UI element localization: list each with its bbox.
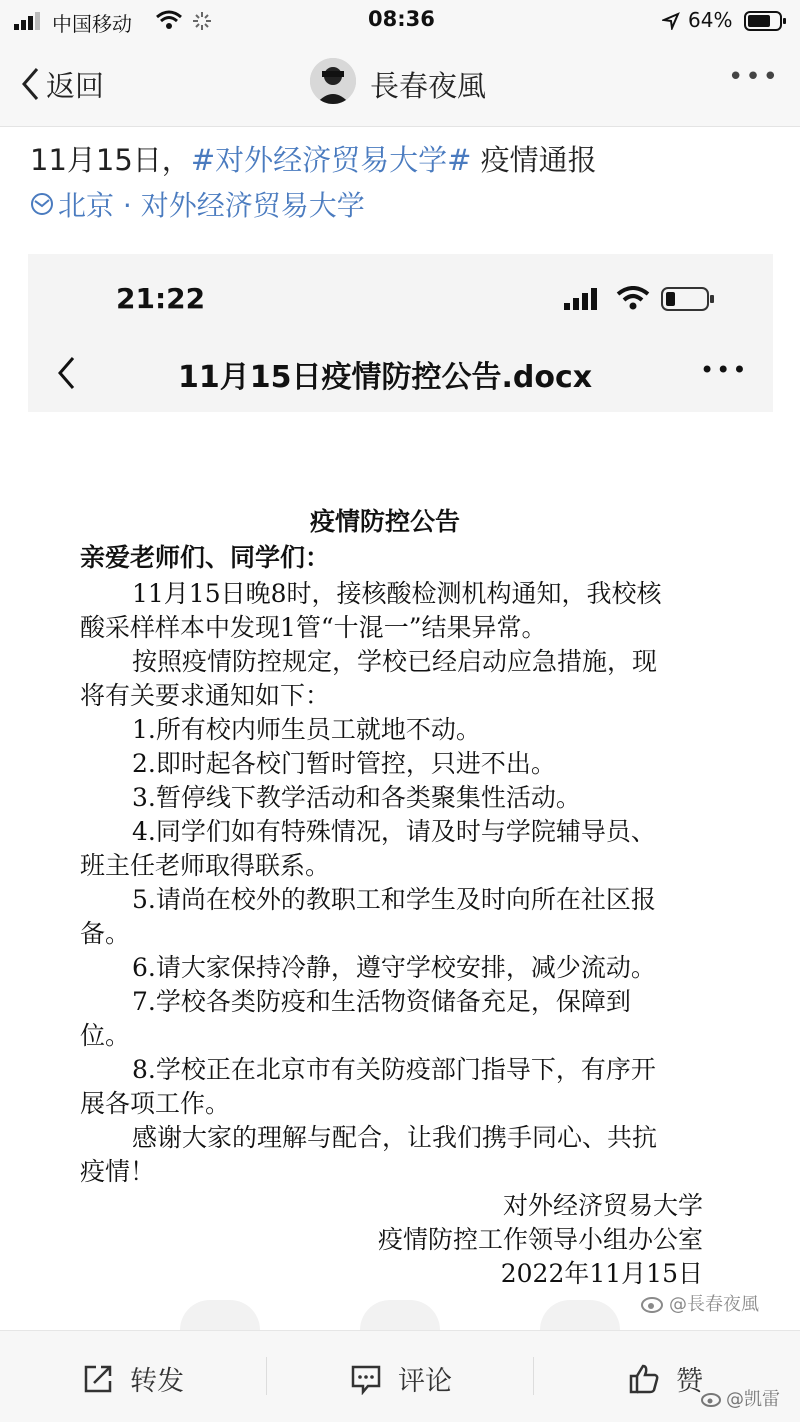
repost-label: 转发 [130,1366,184,1397]
doc-salutation: 亲爱老师们、同学们： [80,543,331,572]
signal-icon [14,12,44,30]
doc-line: 4.同学们如有特殊情况，请及时与学院辅导员、 [132,817,656,846]
doc-line: 按照疫情防控规定，学校已经启动应急措施，现 [132,647,658,676]
doc-line: 3.暂停线下教学活动和各类聚集性活动。 [132,783,581,812]
back-button[interactable] [20,64,104,104]
doc-line: 1.所有校内师生员工就地不动。 [132,715,481,744]
doc-line: 班主任老师取得联系。 [80,851,331,880]
status-time: 08:36 [368,7,435,31]
embedded-file-title: 11月15日疫情防控公告.docx [178,360,593,395]
corner-watermark [700,1385,780,1411]
embedded-header [28,254,773,412]
doc-line: 展各项工作。 [80,1089,231,1118]
location-link[interactable] [30,184,365,224]
post-date: 11月15日， [30,143,191,177]
doc-line: 感谢大家的理解与配合，让我们携手同心、共抗 [132,1123,658,1152]
doc-line: 备。 [80,919,131,948]
embedded-battery-icon [660,286,716,312]
divider [533,1357,534,1395]
repost-icon [82,1363,114,1395]
doc-line: 7.学校各类防疫和生活物资储备充足，保障到 [132,987,631,1016]
back-label: 返回 [46,68,105,103]
embedded-back-icon [56,356,76,390]
carrier-label: 中国移动 [52,12,132,36]
like-label: 赞 [676,1366,703,1397]
doc-signature-office: 疫情防控工作领导小组办公室 [377,1225,703,1254]
corner-watermark-text: @凯雷 [726,1389,780,1410]
doc-line: 将有关要求通知如下： [80,681,331,710]
doc-line: 11月15日晚8时，接核酸检测机构通知，我校核 [132,579,662,608]
embedded-image[interactable] [28,254,773,1320]
post-topic: 疫情通报 [471,143,597,177]
repost-button[interactable] [82,1359,184,1398]
chevron-left-icon [20,67,40,101]
nav-title: 長春夜風 [370,69,487,103]
avatar[interactable] [310,58,356,104]
doc-line: 5.请尚在校外的教职工和学生及时向所在社区报 [132,885,656,914]
battery-icon [744,10,788,32]
embedded-signal-icon [564,288,598,310]
watermark-text: @長春夜風 [669,1294,759,1315]
user-avatar-icon [310,58,356,104]
battery-percent: 64% [688,8,733,32]
post-text [30,138,597,179]
status-bar [0,0,800,44]
divider [266,1357,267,1395]
doc-line: 6.请大家保持冷静，遵守学校安排，减少流动。 [132,953,656,982]
comment-button[interactable] [350,1359,452,1398]
doc-line: 8.学校正在北京市有关防疫部门指导下，有序开 [132,1055,656,1084]
location-label: 北京 · 对外经济贸易大学 [58,189,365,222]
location-pin-icon [30,192,54,216]
loading-spinner-icon [192,11,212,31]
doc-line: 2.即时起各校门暂时管控，只进不出。 [132,749,556,778]
doc-line: 疫情！ [80,1157,156,1186]
weibo-logo-icon [700,1389,724,1407]
wifi-icon [156,10,182,30]
image-watermark [640,1290,759,1316]
doc-line: 位。 [80,1021,131,1050]
embedded-more-icon: ••• [700,356,749,384]
weibo-logo-icon [640,1293,666,1313]
nav-bar [0,44,800,127]
embedded-wifi-icon [616,286,650,310]
hashtag-link[interactable]: #对外经济贸易大学# [190,143,472,177]
thumbs-up-icon [628,1363,660,1395]
more-button[interactable]: ••• [728,62,781,92]
location-arrow-icon [662,12,680,30]
doc-heading: 疫情防控公告 [310,507,461,536]
like-button[interactable] [628,1359,703,1398]
comment-icon [350,1363,382,1395]
embedded-time: 21:22 [116,282,206,315]
doc-signature-date: 2022年11月15日 [500,1259,703,1288]
doc-signature-org: 对外经济贸易大学 [502,1191,703,1220]
doc-line: 酸采样样本中发现1管“十混一”结果异常。 [80,613,547,642]
action-bar [0,1330,800,1422]
comment-label: 评论 [398,1366,452,1397]
